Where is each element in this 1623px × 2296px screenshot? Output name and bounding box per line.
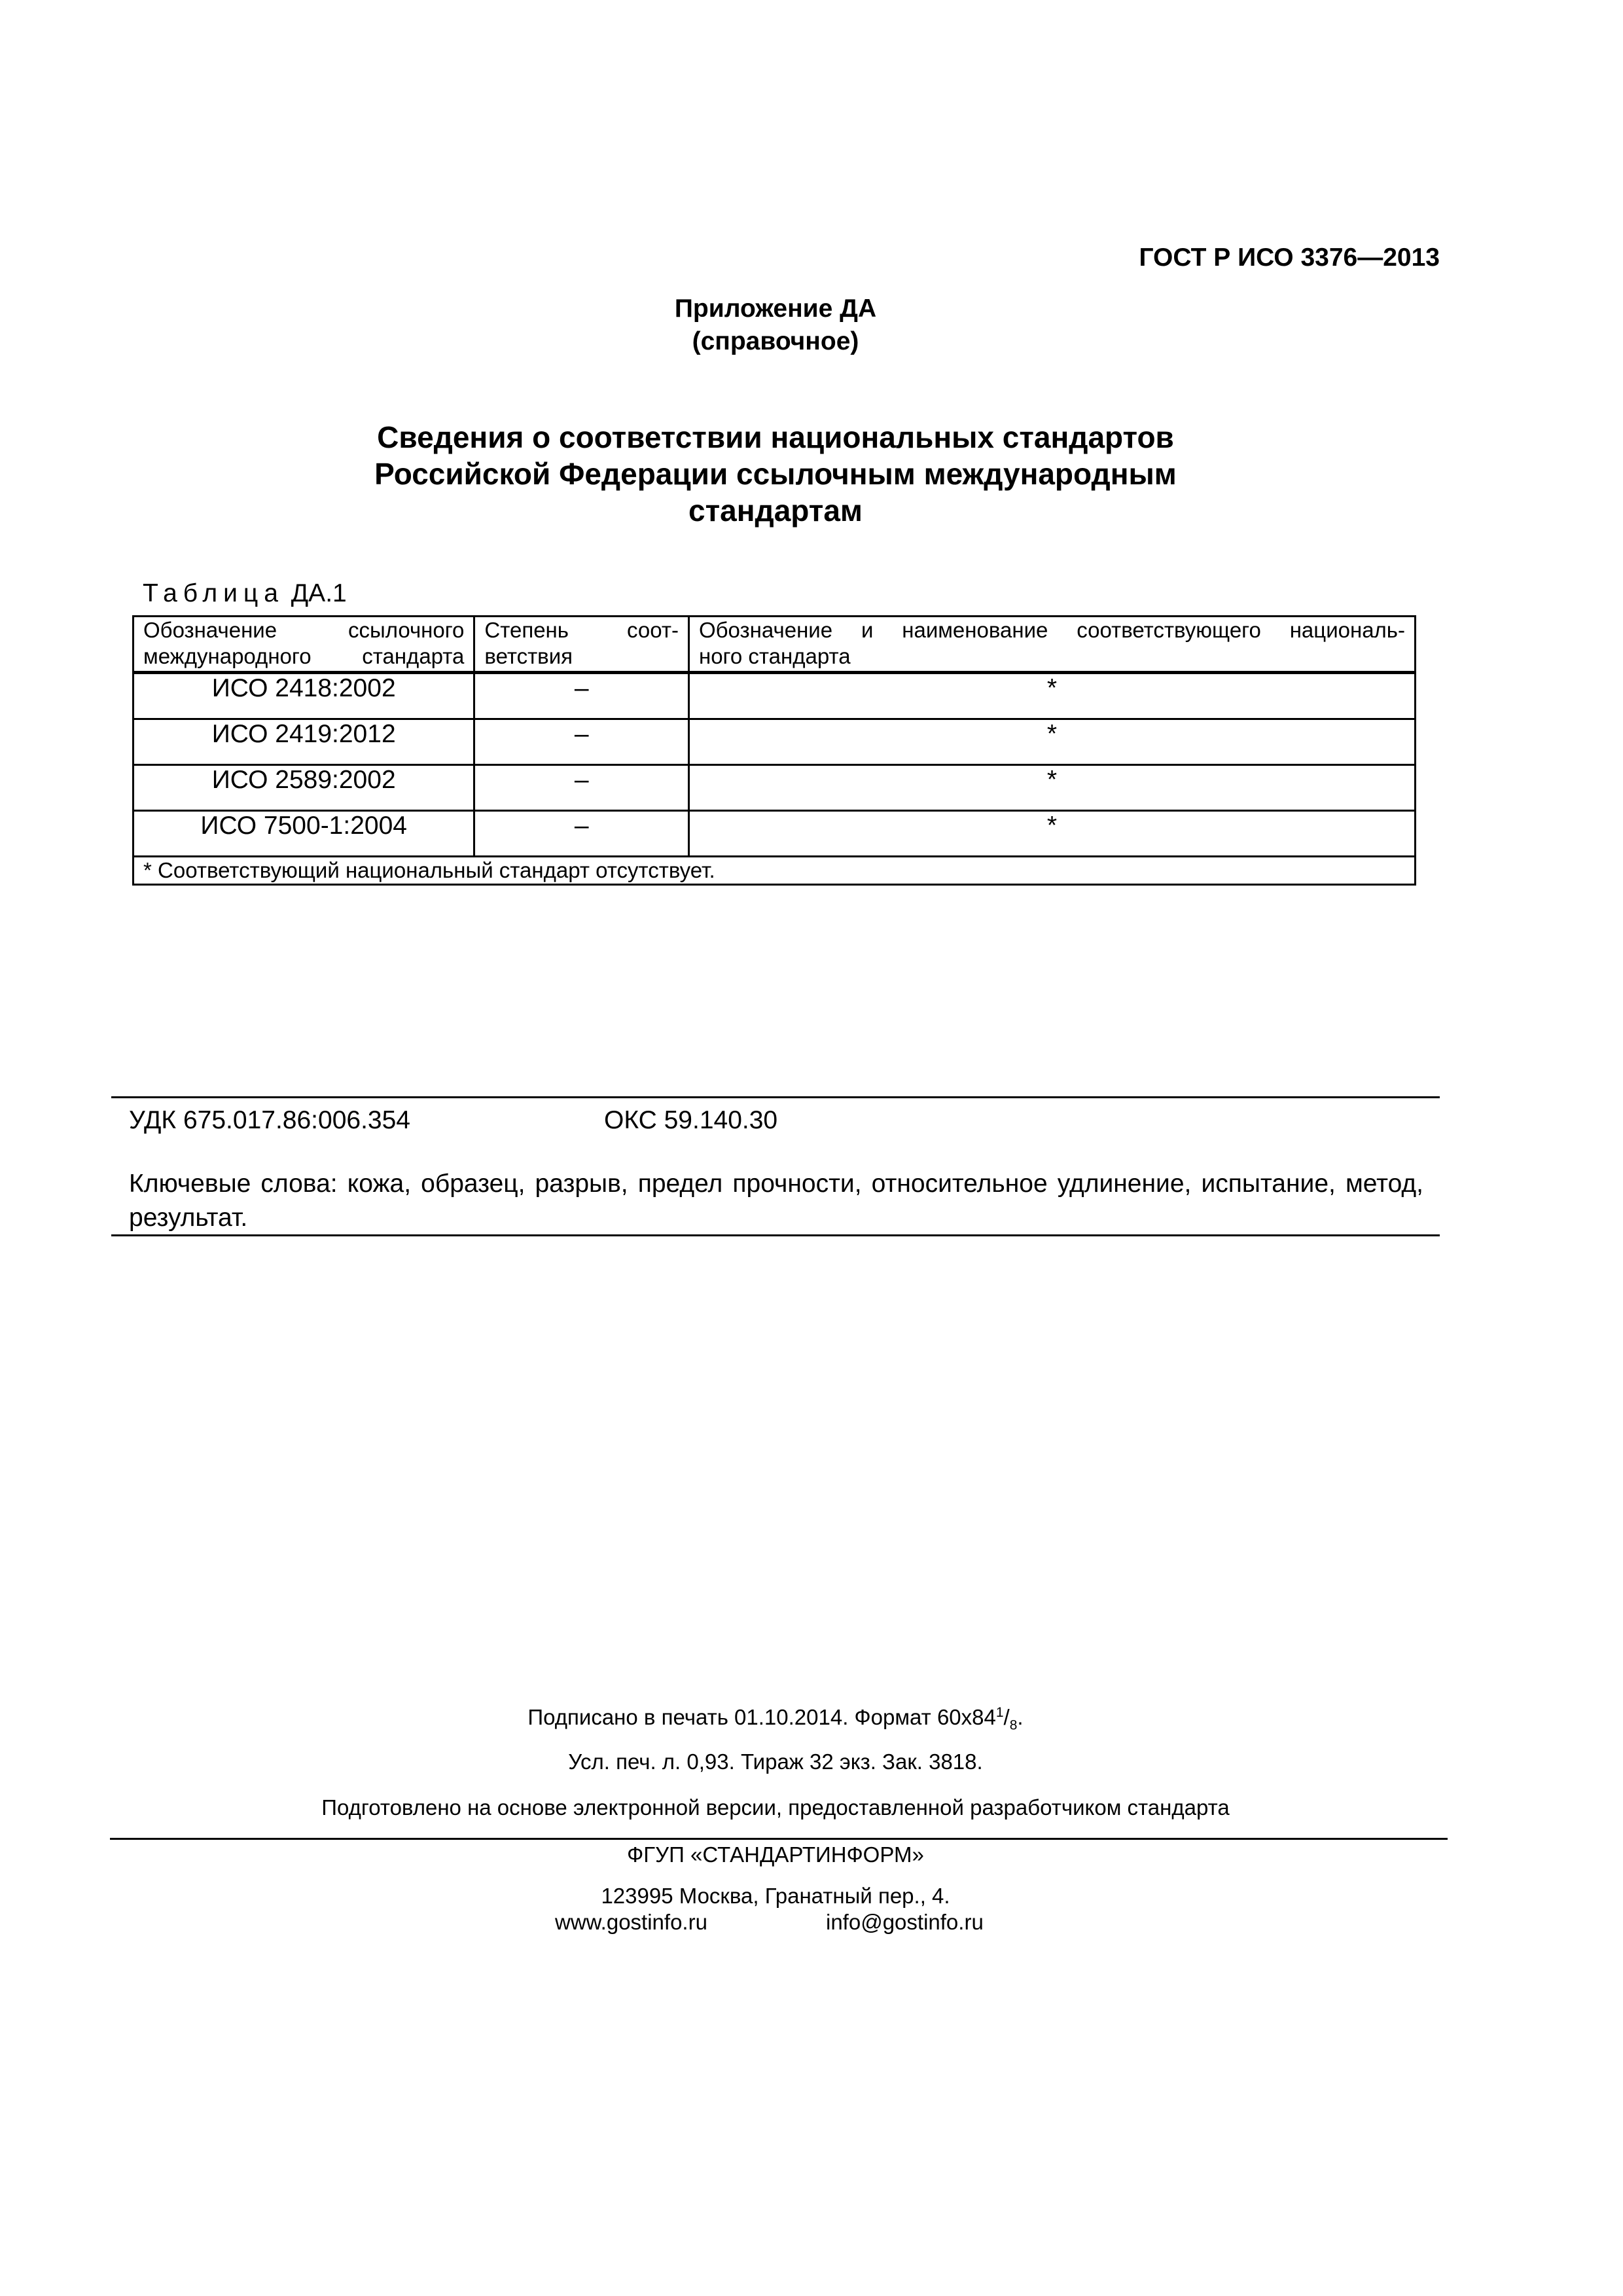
cell-national-standard: * (688, 811, 1415, 857)
cell-reference-standard: ИСО 7500-1:2004 (134, 811, 474, 857)
document-code: ГОСТ Р ИСО 3376—2013 (1139, 243, 1440, 272)
table-header-row (134, 617, 1416, 673)
cell-correspondence-degree: – (474, 719, 689, 765)
cell-correspondence-degree: – (474, 811, 689, 857)
table-row (134, 673, 1416, 719)
imprint-email: info@gostinfo.ru (826, 1910, 984, 1934)
title-line-1: Сведения о соответствии национальных стандартов (377, 420, 1174, 454)
classification-top-rule (111, 1096, 1440, 1098)
title-line-3: стандартам (688, 493, 863, 528)
cell-reference-standard: ИСО 2419:2012 (134, 719, 474, 765)
classification-bottom-rule (111, 1234, 1440, 1236)
appendix-label: Приложение ДА (674, 295, 877, 323)
cell-correspondence-degree: – (474, 673, 689, 719)
oks-code: ОКС 59.140.30 (604, 1106, 778, 1134)
imprint-website: www.gostinfo.ru (555, 1910, 707, 1934)
cell-reference-standard: ИСО 2589:2002 (134, 765, 474, 811)
table-footnote-row (134, 857, 1416, 885)
header-national-standard: Обозначение и наименование соответствующего националь- ного стандарта (688, 617, 1415, 673)
imprint-prepared: Подготовлено на основе электронной версии, предоставленной разработчиком стандарта (321, 1795, 1230, 1820)
title-line-2: Российской Федерации ссылочным международным (374, 457, 1177, 491)
cell-correspondence-degree: – (474, 765, 689, 811)
page-title (0, 419, 1551, 529)
cell-national-standard: * (688, 765, 1415, 811)
cell-national-standard: * (688, 673, 1415, 719)
imprint-print-info: Усл. печ. л. 0,93. Тираж 32 экз. Зак. 3818. (568, 1749, 983, 1774)
cell-reference-standard: ИСО 2418:2002 (134, 673, 474, 719)
table-row (134, 811, 1416, 857)
table-row (134, 765, 1416, 811)
imprint-address: 123995 Москва, Гранатный пер., 4. (601, 1884, 950, 1908)
table-footnote: * Соответствующий национальный стандарт отсутствует. (134, 857, 1416, 885)
udk-code: УДК 675.017.86:006.354 (129, 1106, 410, 1134)
format-subscript: 8 (1009, 1717, 1018, 1733)
header-reference-standard: Обозначение ссылочного международного стандарта (134, 617, 474, 673)
table-caption-word: Таблица (143, 579, 284, 607)
table-caption (143, 579, 347, 608)
keywords: Ключевые слова: кожа, образец, разрыв, предел прочности, относительное удлинение, испытание, метод, результат. (129, 1170, 1423, 1232)
table-caption-number: ДА.1 (291, 579, 347, 607)
imprint-rule (110, 1838, 1448, 1840)
imprint-publisher: ФГУП «СТАНДАРТИНФОРМ» (627, 1842, 924, 1867)
cell-national-standard: * (688, 719, 1415, 765)
correspondence-table (132, 615, 1416, 886)
appendix-type: (справочное) (692, 327, 859, 355)
imprint-signed: Подписано в печать 01.10.2014. Формат $60х84^1/_8$. (527, 1705, 1024, 1733)
header-correspondence-degree: Степень соот- ветствия (474, 617, 689, 673)
table-row (134, 719, 1416, 765)
format-superscript: 1 (995, 1705, 1004, 1720)
